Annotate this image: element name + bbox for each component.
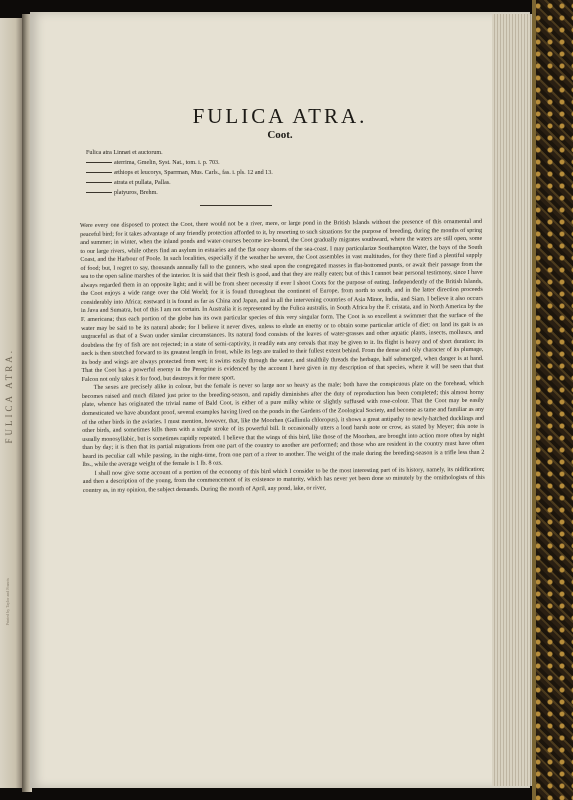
body-paragraph: I shall now give some account of a portion of the economy of this bird which I consider to be the most interesting part of its history, namely, its nidification; and then a description of the young, from the commencement of its existence to maturity, which has never yet been done so minutely by the ornithologists of this country as, in my opinion, the subject demands. During the month of April, any pond, lake, or river, [82, 466, 485, 494]
book-cover-pattern [532, 0, 573, 800]
synonym-text: atrata et pullata, Pallas. [114, 180, 171, 186]
synonym-entry [86, 158, 416, 168]
left-page-printer-note: Printed by Taylor and Francis [5, 578, 10, 626]
ditto-dash [86, 162, 112, 163]
synonym-entry [86, 178, 416, 188]
synonym-text: platyuros, Brehm. [114, 190, 158, 196]
synonym-entry [86, 188, 416, 198]
section-divider [200, 205, 272, 206]
synonym-text: Fulica atra Linnæi et auctorum. [86, 150, 163, 156]
article-body [80, 218, 485, 496]
book-cover-border [532, 0, 536, 800]
synonym-text: aterrima, Gmelin, Syst. Nat., tom. i. p. 703. [114, 160, 220, 166]
left-page-title: FULICA ATRA. [4, 348, 14, 444]
ditto-dash [86, 182, 112, 183]
body-paragraph: The sexes are precisely alike in colour, but the female is never so large nor so heavy as the male; both have the conspicuous plate on the forehead, which becomes raised and much dilated just prior to the breeding-season, and rapidly diminishes after the duty of reproduction has been completed; this almost horny plate, whence has originated the trivial name of Bald Coot, is either of a pure milky white or slightly suffused with rose-colour. That the Coot may be easily domesticated we have abundant proof, several examples having lived on the ponds in the Gardens of the Zoological Society, and become as tame and familiar as any of the other birds in the aviaries. I must mention, however, that, like the Moorhen (Gallinula chloropus), it shows a great antipathy to newly-hatched ducklings and other birds, and sometimes kills them with a single stroke of its powerful bill. It occasionally utters a loud harsh note or crow, as stated by Meyer; this note is usually monosyllabic, but is sometimes rapidly repeated. I believe that the wings of this bird, like those of the Moorhen, are brought into action more often by night than by day; it is then that its partial migrations from one part of the country to another are performed; and those who are resident in the country must have often heard its peculiar call while passing, in the night-time, from one part of a river to another. The weight of the male during the breeding-season is a trifle less than 2 lbs., while the average weight of the female is 1 lb. 8 ozs. [81, 381, 485, 469]
synonymy-list [86, 148, 416, 198]
body-paragraph: Were every one disposed to protect the Coot, there would not be a river, mere, or large pond in the British Islands without the presence of this ornamental and peaceful bird; for it takes advantage of any friendly protection afforded to it, by resorting to such situations for the purpose of breeding, during the months of spring and summer; in winter, when the inland ponds and water-courses become ice-bound, the Coot gradually migrates southward, where the waters are still open, some to our large rivers, while others find an asylum in estuaries and the flat oozy shores of the sea-coast. I may particularize Southampton Water, the bays of the South Coast, and the Harbour of Poole. In such localities, especially if the weather be severe, the Coot assembles in vast multitudes, for they there find a plentiful supply of food; but, I regret to say, thousands annually fall to the gunners, who steal upon the congregated masses in flat-bottomed punts, or await their passage from the sea to the open saline marshes of the interior. It is said that their flesh is good, and that they are really eaten; but of this I cannot bear personal testimony, since I have always regarded them in an opposite light; and it will be from sheer necessity if ever I shoot Coots for the purpose of eating. Independently of the British Islands, the Coot enjoys a wide range over the Old World; for it is found throughout the continent of Europe, from north to south, and in the latter direction proceeds considerably into Africa; eastward it is found as far as China and Japan, and in all the intervening countries of Asia Minor, India, and Siam. I believe it also occurs in Java and Sumatra, but of this I am not certain. In Australia it is represented by the Fulica australis, in South Africa by the F. cristata, and in North America by the F. americana; thus each portion of the globe has its own particular species of this very singular form. The Coot is so excellent a swimmer that the surface of the water may be said to be its natural abode; for I believe it never dives, unless to elude an enemy or to obtain some particular article of diet: on land its gait is as ungraceful as that of a Swan under similar circumstances. Its natural food consists of the leaves of water-grasses and other aquatic plants, insects, molluscs, and doubtless the fry of fish are not rejected; in a state of semi-captivity, it readily eats any cereals that may be given to it. Its flight is heavy and of short duration; its neck is then stretched forward to its greatest length in front, while its legs are trailed to their fullest extent behind. From the dense and oily character of its plumage, its body and wings are always protected from wet; it swims easily through the water, and stealthily threads the herbage, half submerged, when danger is at hand. That the Coot has a powerful enemy in the Peregrine is evidenced by the account I have given in my description of that species, where it will be seen that that Falcon not only takes it for food, but destroys it for mere sport. [80, 218, 484, 383]
ditto-dash [86, 172, 112, 173]
page-subtitle: Coot. [267, 129, 293, 141]
ditto-dash [86, 192, 112, 193]
page-title: FULICA ATRA. [192, 104, 368, 128]
synonym-entry [86, 168, 416, 178]
synonym-entry [86, 148, 416, 158]
left-page-edge [0, 18, 22, 788]
synonym-text: æthiops et leucorys, Sparrman, Mus. Carls., fas. i. pls. 12 and 13. [114, 170, 273, 176]
